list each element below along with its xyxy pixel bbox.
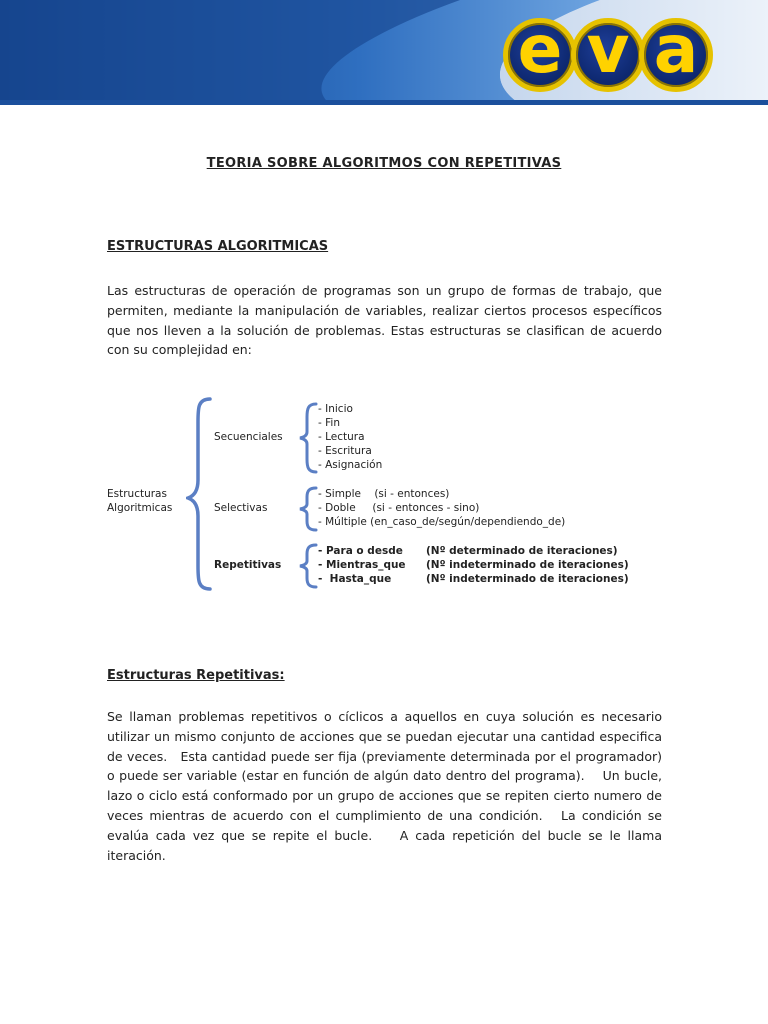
brace-secuenciales bbox=[298, 402, 320, 474]
repetitiva-item-desc: (Nº indeterminado de iteraciones) bbox=[426, 573, 629, 585]
repetitiva-item-desc: (Nº determinado de iteraciones) bbox=[426, 545, 618, 557]
logo-letter-e: e bbox=[503, 18, 577, 92]
category-selectivas: Selectivas bbox=[214, 502, 268, 514]
section-paragraph-repetitivas: Se llaman problemas repetitivos o cíclicos a aquellos en cuya solución es necesario utilizar un mismo conjunto de acciones que se puedan ejecutar una cantidad especifica de veces. Esta cantidad puede ser fija (previamente determinada por el programador) o puede ser variable (estar en función de algún dato dentro del programa). Un bucle, lazo o ciclo está conformado por un grupo de acciones que se repiten cierto numero de veces mientras de acuerdo con el cumplimiento de una condición. La condición se evalúa cada vez que se repite el bucle. A cada repetición del bucle se le llama iteración. bbox=[107, 709, 666, 863]
secuencial-item: - Asignación bbox=[318, 459, 383, 471]
section-heading-estructuras: ESTRUCTURAS ALGORITMICAS bbox=[107, 239, 329, 254]
logo-letter-v: v bbox=[571, 18, 645, 92]
section-paragraph-estructuras: Las estructuras de operación de programas son un grupo de formas de trabajo, que permiten, mediante la manipulación de variables, realizar ciertos procesos específicos que nos lleven a la solución de problemas. Estas estructuras se clasifican de acuerdo con su complejidad en: bbox=[107, 283, 662, 358]
repetitiva-item-name: - Mientras_que bbox=[318, 559, 406, 571]
secuencial-item: - Lectura bbox=[318, 431, 365, 443]
repetitiva-item-name: - Para o desde bbox=[318, 545, 403, 557]
logo-letter-a: a bbox=[639, 18, 713, 92]
selectiva-item: - Simple (si - entonces) bbox=[318, 488, 450, 500]
main-brace bbox=[186, 396, 216, 592]
section-heading-repetitivas: Estructuras Repetitivas: bbox=[107, 668, 285, 683]
diagram-root-label-1: Estructuras bbox=[107, 488, 167, 500]
selectiva-item: - Múltiple (en_caso_de/según/dependiendo_de) bbox=[318, 516, 566, 528]
page-title: TEORIA SOBRE ALGORITMOS CON REPETITIVAS bbox=[206, 156, 562, 171]
brace-selectivas bbox=[298, 486, 320, 532]
brace-repetitivas bbox=[298, 543, 320, 589]
secuencial-item: - Inicio bbox=[318, 403, 353, 415]
secuencial-item: - Escritura bbox=[318, 445, 372, 457]
category-secuenciales: Secuenciales bbox=[214, 431, 283, 443]
repetitiva-item-desc: (Nº indeterminado de iteraciones) bbox=[426, 559, 629, 571]
repetitiva-item-name: - Hasta_que bbox=[318, 573, 392, 585]
category-repetitivas: Repetitivas bbox=[214, 559, 282, 571]
secuencial-item: - Fin bbox=[318, 417, 340, 429]
selectiva-item: - Doble (si - entonces - sino) bbox=[318, 502, 480, 514]
eva-logo bbox=[509, 11, 713, 92]
diagram-root-label-2: Algoritmicas bbox=[107, 502, 173, 514]
page-header bbox=[0, 0, 768, 110]
